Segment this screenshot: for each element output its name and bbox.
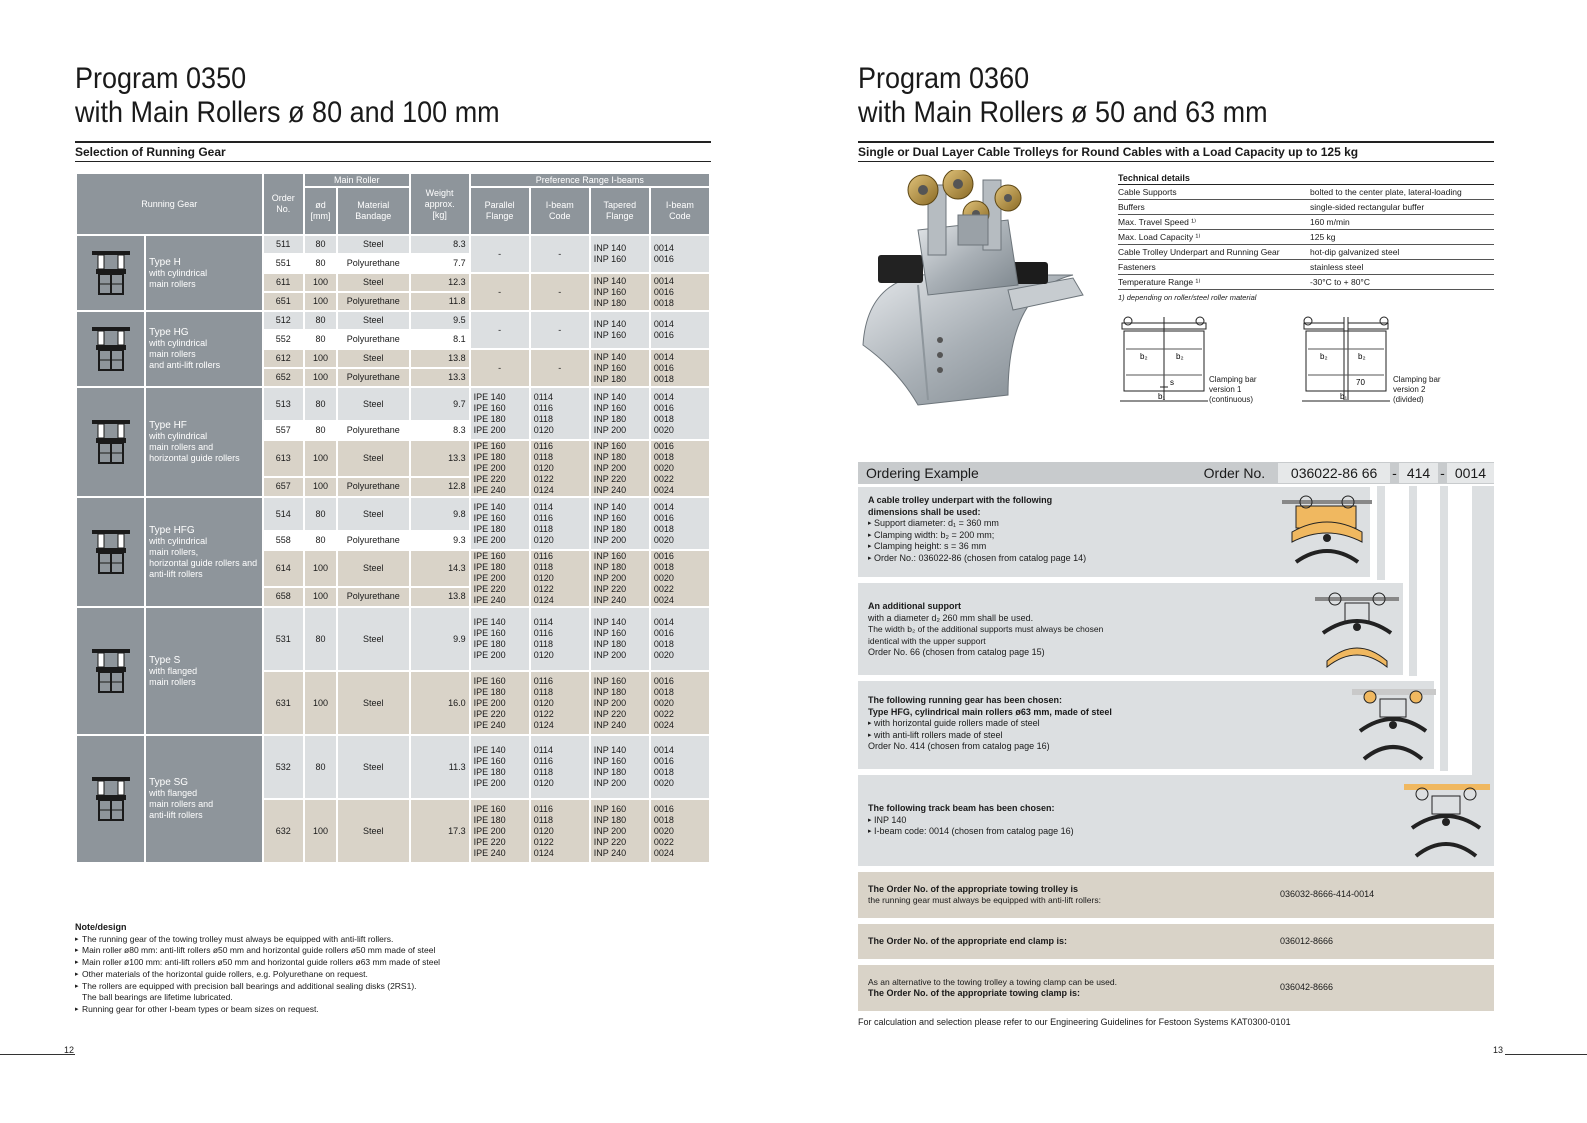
running-gear-type (146, 498, 261, 606)
tech-footnote: 1) depending on roller/steel roller material (1118, 293, 1257, 302)
th-parallel: Parallel Flange (471, 188, 529, 234)
result-towing-trolley (858, 872, 1494, 918)
table-row (77, 736, 709, 798)
cell-weight: 8.1 (411, 331, 469, 348)
cell-parallel-flange: - (471, 274, 529, 310)
cell-weight: 8.3 (411, 236, 469, 253)
cell-od: 100 (305, 274, 336, 291)
cell-order-no: 652 (264, 369, 303, 386)
running-gear-icon (77, 312, 144, 386)
cell-material: Steel (338, 608, 409, 670)
cell-tapered-flange: INP 140 INP 160 INP 180 INP 200 (591, 498, 649, 549)
running-gear-icon (77, 498, 144, 606)
cell-order-no: 511 (264, 236, 303, 253)
cell-ibeam-code-parallel: - (531, 312, 589, 348)
notes-section (75, 922, 715, 1016)
diagram2-b1: b₁ (1340, 392, 1348, 401)
type-name: Type HFG (149, 524, 195, 536)
tech-key: Fasteners (1118, 262, 1156, 272)
cell-material: Steel (338, 350, 409, 367)
cell-ibeam-code-tapered: 0014 0016 0018 0020 (651, 388, 709, 439)
result2-line1: The Order No. of the appropriate end clamp is: (868, 935, 1068, 946)
cell-material: Polyurethane (338, 588, 409, 606)
tech-row (1118, 245, 1494, 260)
tech-key: Cable Trolley Underpart and Running Gear (1118, 247, 1280, 257)
th-ibeam-code-1: I-beam Code (531, 188, 589, 234)
example-box-running-gear (858, 681, 1434, 769)
diagram2-b2-left: b₂ (1320, 352, 1328, 361)
box3-list (868, 718, 1424, 741)
th-material: Material Bandage (338, 188, 409, 234)
type-description: with flanged main rollers and anti-lift rollers (149, 788, 214, 820)
cell-ibeam-code-tapered: 0014 0016 0018 (651, 274, 709, 310)
cell-ibeam-code-parallel: 0116 0118 0120 0122 0124 (531, 800, 589, 862)
result-towing-clamp (858, 965, 1494, 1011)
cell-ibeam-code-parallel: - (531, 274, 589, 310)
note-item: ▸ The rollers are equipped with precision ball bearings and additional sealing disks (2RS1). The ball bearings are lifetime lubricated. (75, 981, 715, 1004)
result3-value: 036042-8666 (1280, 982, 1334, 993)
cell-weight: 9.3 (411, 532, 469, 549)
note-item: ▸ Main roller ø80 mm: anti-lift rollers ø50 mm and horizontal guide rollers ø50 mm made of steel (75, 945, 715, 957)
diagram2-label: Clamping bar version 2 (divided) (1393, 375, 1441, 404)
cell-ibeam-code-tapered: 0014 0016 0018 (651, 350, 709, 386)
box2-line1: An additional support (868, 601, 961, 611)
cell-ibeam-code-parallel: 0116 0118 0120 0122 0124 (531, 441, 589, 496)
tech-key: Max. Load Capacity ¹⁾ (1118, 231, 1201, 242)
cell-tapered-flange: INP 140 INP 160 INP 180 (591, 274, 649, 310)
cell-tapered-flange: INP 140 INP 160 (591, 236, 649, 272)
note-item: ▸ The running gear of the towing trolley must always be equipped with anti-lift rollers. (75, 934, 715, 946)
cell-od: 100 (305, 478, 336, 496)
list-item: ▸ Clamping height: s = 36 mm (868, 541, 1360, 553)
cell-ibeam-code-tapered: 0014 0016 (651, 312, 709, 348)
cell-order-no: 657 (264, 478, 303, 496)
diagram1-b2-left: b₂ (1140, 352, 1148, 361)
right-footer-line (1505, 1054, 1587, 1055)
tech-value: 125 kg (1310, 232, 1336, 242)
cell-od: 80 (305, 608, 336, 670)
cell-tapered-flange: INP 140 INP 160 INP 180 INP 200 (591, 608, 649, 670)
running-gear-icon (77, 736, 144, 862)
trolley-sketch-4 (1402, 780, 1492, 862)
cell-order-no: 612 (264, 350, 303, 367)
cell-od: 80 (305, 331, 336, 348)
tech-key: Buffers (1118, 202, 1145, 212)
ordering-example-header (858, 462, 1494, 484)
result1-line2: the running gear must always be equipped with anti-lift rollers: (868, 895, 1101, 905)
table-row (77, 388, 709, 420)
cell-ibeam-code-parallel: 0114 0116 0118 0120 (531, 498, 589, 549)
type-description: with cylindrical main rollers (149, 267, 208, 289)
connector-bar-2 (1409, 486, 1417, 676)
cell-od: 80 (305, 422, 336, 439)
type-name: Type HG (149, 327, 189, 338)
cell-material: Steel (338, 800, 409, 862)
cell-ibeam-code-tapered: 0014 0016 0018 0020 (651, 498, 709, 549)
tech-value: stainless steel (1310, 262, 1364, 272)
cable-trolley-photo (858, 170, 1108, 410)
note-item: ▸ Running gear for other I-beam types or beam sizes on request. (75, 1004, 715, 1016)
cell-material: Steel (338, 388, 409, 420)
tech-value: bolted to the center plate, lateral-loading (1310, 187, 1462, 197)
cell-ibeam-code-tapered: 0016 0018 0020 0022 0024 (651, 441, 709, 496)
list-item: ▸ Clamping width: b₂ = 200 mm; (868, 530, 1360, 542)
cell-order-no: 611 (264, 274, 303, 291)
right-section-title: Single or Dual Layer Cable Trolleys for Round Cables with a Load Capacity up to 125 kg (858, 145, 1494, 162)
tech-value: hot-dip galvanized steel (1310, 247, 1400, 257)
tech-row (1118, 200, 1494, 215)
order-no-label: Order No. (1203, 465, 1266, 481)
note-item: ▸ Other materials of the horizontal guide rollers, e.g. Polyurethane on request. (75, 969, 715, 981)
list-item: ▸ with anti-lift rollers made of steel (868, 730, 1424, 742)
order-code-part-2: 414 (1399, 463, 1438, 483)
cell-order-no: 658 (264, 588, 303, 606)
running-gear-type (146, 388, 261, 496)
connector-bar-3 (1440, 486, 1448, 771)
cell-tapered-flange: INP 140 INP 160 (591, 312, 649, 348)
cell-order-no: 613 (264, 441, 303, 476)
cell-weight: 11.8 (411, 293, 469, 310)
cell-parallel-flange: IPE 160 IPE 180 IPE 200 IPE 220 IPE 240 (471, 672, 529, 734)
cell-ibeam-code-parallel: 0114 0116 0118 0120 (531, 388, 589, 439)
tech-value: 160 m/min (1310, 217, 1350, 227)
cell-order-no: 551 (264, 255, 303, 272)
order-code-part-3: 0014 (1447, 463, 1494, 483)
cell-od: 80 (305, 388, 336, 420)
cell-tapered-flange: INP 140 INP 160 INP 180 (591, 350, 649, 386)
cell-weight: 17.3 (411, 800, 469, 862)
box3-line2: Type HFG, cylindrical main rollers ø63 mm, made of steel (868, 706, 1112, 717)
box3-line1: The following running gear has been chosen: (868, 695, 1063, 705)
type-description: with cylindrical main rollers, horizontal guide rollers and anti-lift rollers (149, 535, 258, 579)
diagram1-label: Clamping bar version 1 (continuous) (1209, 375, 1257, 404)
type-description: with cylindrical main rollers and horizontal guide rollers (149, 431, 240, 463)
cell-ibeam-code-tapered: 0016 0018 0020 0022 0024 (651, 551, 709, 606)
list-item: ▸ Order No.: 036022-86 (chosen from catalog page 14) (868, 553, 1360, 565)
left-section-title: Selection of Running Gear (75, 145, 711, 162)
left-page-number: 12 (64, 1045, 75, 1055)
list-item: ▸ Support diameter: d₁ = 360 mm (868, 518, 1360, 530)
th-pref-range: Preference Range I-beams (471, 174, 709, 186)
cell-ibeam-code-parallel: 0114 0116 0118 0120 (531, 736, 589, 798)
cell-ibeam-code-parallel: 0116 0118 0120 0122 0124 (531, 672, 589, 734)
box2-line2: with a diameter d₂ 260 mm shall be used. (868, 612, 1034, 623)
cell-weight: 13.3 (411, 369, 469, 386)
cell-tapered-flange: INP 160 INP 180 INP 200 INP 220 INP 240 (591, 441, 649, 496)
tech-key: Max. Travel Speed ¹⁾ (1118, 216, 1197, 227)
box1-intro: A cable trolley underpart with the following dimensions shall be used: (868, 495, 1053, 517)
cell-od: 100 (305, 672, 336, 734)
cell-tapered-flange: INP 140 INP 160 INP 180 INP 200 (591, 388, 649, 439)
list-item: ▸ I-beam code: 0014 (chosen from catalog page 16) (868, 826, 1484, 838)
left-page-title-line2: with Main Rollers ø 80 and 100 mm (75, 96, 500, 129)
list-item: ▸ with horizontal guide rollers made of steel (868, 718, 1424, 730)
box4-list (868, 815, 1484, 838)
box2-line3: The width b₂ of the additional supports must always be chosen identical with the upper support (868, 624, 1104, 646)
type-name: Type SG (149, 777, 189, 788)
cell-material: Steel (338, 312, 409, 329)
cell-weight: 9.7 (411, 388, 469, 420)
cell-weight: 8.3 (411, 422, 469, 439)
cell-weight: 9.9 (411, 608, 469, 670)
cell-material: Steel (338, 736, 409, 798)
cell-material: Steel (338, 441, 409, 476)
th-main-roller: Main Roller (305, 174, 409, 186)
tech-row (1118, 185, 1494, 200)
trolley-sketch-3 (1350, 685, 1438, 767)
cell-od: 80 (305, 255, 336, 272)
connector-bar-1 (1377, 486, 1385, 580)
cell-material: Steel (338, 498, 409, 530)
result2-value: 036012-8666 (1280, 935, 1334, 946)
right-page-title-line1: Program 0360 (858, 62, 1030, 95)
left-title-rule (75, 141, 711, 143)
cell-ibeam-code-tapered: 0016 0018 0020 0022 0024 (651, 672, 709, 734)
cell-weight: 11.3 (411, 736, 469, 798)
cell-weight: 9.5 (411, 312, 469, 329)
cell-parallel-flange: IPE 160 IPE 180 IPE 200 IPE 220 IPE 240 (471, 551, 529, 606)
cell-order-no: 512 (264, 312, 303, 329)
running-gear-table (75, 172, 711, 864)
order-code-part-1: 036022-86 66 (1278, 463, 1390, 483)
notes-heading: Note/design (75, 922, 127, 932)
diagram2-b2-right: b₂ (1358, 352, 1366, 361)
running-gear-icon (77, 388, 144, 496)
cell-material: Polyurethane (338, 369, 409, 386)
cell-ibeam-code-parallel: - (531, 350, 589, 386)
cell-ibeam-code-parallel: 0114 0116 0118 0120 (531, 608, 589, 670)
running-gear-icon (77, 608, 144, 734)
cell-material: Steel (338, 551, 409, 586)
th-order-no: Order No. (264, 174, 303, 234)
cell-weight: 7.7 (411, 255, 469, 272)
cell-material: Steel (338, 274, 409, 291)
cell-order-no: 513 (264, 388, 303, 420)
cell-order-no: 552 (264, 331, 303, 348)
box4-line1: The following track beam has been chosen: (868, 803, 1055, 813)
cell-od: 80 (305, 532, 336, 549)
cell-material: Steel (338, 236, 409, 253)
box2-line4: Order No. 66 (chosen from catalog page 15) (868, 647, 1045, 657)
tech-row (1118, 215, 1494, 230)
tech-row (1118, 260, 1494, 275)
trolley-sketch-2 (1313, 589, 1403, 671)
tech-key: Temperature Range ¹⁾ (1118, 276, 1201, 287)
result3-line1: As an alternative to the towing trolley a towing clamp can be used. (868, 976, 1118, 987)
tech-value: single-sided rectangular buffer (1310, 202, 1425, 212)
result1-line1: The Order No. of the appropriate towing trolley is (868, 883, 1079, 894)
cell-weight: 13.3 (411, 441, 469, 476)
cell-order-no: 558 (264, 532, 303, 549)
cell-parallel-flange: IPE 160 IPE 180 IPE 200 IPE 220 IPE 240 (471, 441, 529, 496)
cell-material: Polyurethane (338, 293, 409, 310)
cell-od: 100 (305, 293, 336, 310)
list-item: ▸ INP 140 (868, 815, 1484, 827)
cell-weight: 12.8 (411, 478, 469, 496)
cell-weight: 9.8 (411, 498, 469, 530)
table-row (77, 498, 709, 530)
cell-od: 80 (305, 312, 336, 329)
type-name: Type S (149, 654, 181, 666)
box3-line3: Order No. 414 (chosen from catalog page 16) (868, 741, 1050, 751)
cell-parallel-flange: IPE 140 IPE 160 IPE 180 IPE 200 (471, 736, 529, 798)
cell-parallel-flange: - (471, 236, 529, 272)
cell-ibeam-code-tapered: 0014 0016 (651, 236, 709, 272)
type-description: with cylindrical main rollers and anti-lift rollers (149, 338, 221, 370)
result1-value: 036032-8666-414-0014 (1280, 889, 1375, 900)
table-row (77, 608, 709, 670)
cell-tapered-flange: INP 160 INP 180 INP 200 INP 220 INP 240 (591, 551, 649, 606)
trolley-sketch-1 (1280, 492, 1375, 574)
cell-material: Polyurethane (338, 331, 409, 348)
cell-weight: 13.8 (411, 588, 469, 606)
tech-value: -30°C to + 80°C (1310, 277, 1370, 287)
cell-material: Polyurethane (338, 255, 409, 272)
cell-od: 100 (305, 800, 336, 862)
cell-ibeam-code-tapered: 0014 0016 0018 0020 (651, 608, 709, 670)
running-gear-type (146, 608, 261, 734)
cell-weight: 14.3 (411, 551, 469, 586)
running-gear-type (146, 312, 261, 386)
running-gear-icon (77, 236, 144, 310)
running-gear-type (146, 736, 261, 862)
ordering-example-title: Ordering Example (866, 465, 979, 481)
tech-heading: Technical details (1118, 172, 1494, 185)
cell-order-no: 531 (264, 608, 303, 670)
table-row (77, 312, 709, 329)
type-name: Type HF (149, 420, 187, 431)
cell-parallel-flange: IPE 160 IPE 180 IPE 200 IPE 220 IPE 240 (471, 800, 529, 862)
th-tapered: Tapered Flange (591, 188, 649, 234)
result-end-clamp (858, 924, 1494, 959)
cell-od: 100 (305, 369, 336, 386)
cell-ibeam-code-parallel: - (531, 236, 589, 272)
cell-order-no: 514 (264, 498, 303, 530)
th-weight: Weight approx. [kg] (411, 174, 469, 234)
cell-od: 100 (305, 350, 336, 367)
th-ibeam-code-2: I-beam Code (651, 188, 709, 234)
cell-material: Steel (338, 672, 409, 734)
cell-material: Polyurethane (338, 422, 409, 439)
order-code-dash-2: - (1440, 465, 1445, 481)
cell-ibeam-code-tapered: 0014 0016 0018 0020 (651, 736, 709, 798)
cell-weight: 13.8 (411, 350, 469, 367)
th-od: ød [mm] (305, 188, 336, 234)
technical-details (1118, 172, 1494, 302)
calculation-note: For calculation and selection please refer to our Engineering Guidelines for Festoon Systems KAT0300-0101 (858, 1017, 1291, 1027)
note-item: ▸ Main roller ø100 mm: anti-lift rollers ø50 mm and horizontal guide rollers ø63 mm made of steel (75, 957, 715, 969)
cell-od: 100 (305, 588, 336, 606)
cell-order-no: 614 (264, 551, 303, 586)
order-code-dash-1: - (1392, 465, 1397, 481)
left-page-title-line1: Program 0350 (75, 62, 247, 95)
cell-tapered-flange: INP 140 INP 160 INP 180 INP 200 (591, 736, 649, 798)
notes-list (75, 934, 715, 1016)
example-box-track-beam (858, 775, 1494, 866)
diagram2-gap: 70 (1356, 378, 1365, 387)
running-gear-type (146, 236, 261, 310)
cell-parallel-flange: IPE 140 IPE 160 IPE 180 IPE 200 (471, 608, 529, 670)
right-title-rule (858, 141, 1494, 143)
cell-parallel-flange: IPE 140 IPE 160 IPE 180 IPE 200 (471, 388, 529, 439)
type-description: with flanged main rollers (149, 665, 198, 687)
cell-od: 80 (305, 736, 336, 798)
cell-material: Polyurethane (338, 478, 409, 496)
cell-tapered-flange: INP 160 INP 180 INP 200 INP 220 INP 240 (591, 800, 649, 862)
cell-parallel-flange: - (471, 350, 529, 386)
cell-order-no: 557 (264, 422, 303, 439)
cell-weight: 12.3 (411, 274, 469, 291)
cell-ibeam-code-parallel: 0116 0118 0120 0122 0124 (531, 551, 589, 606)
type-name: Type H (149, 256, 181, 268)
cell-order-no: 631 (264, 672, 303, 734)
cell-order-no: 632 (264, 800, 303, 862)
cell-ibeam-code-tapered: 0016 0018 0020 0022 0024 (651, 800, 709, 862)
cell-od: 80 (305, 236, 336, 253)
right-page-title-line2: with Main Rollers ø 50 and 63 mm (858, 96, 1268, 129)
cell-od: 100 (305, 551, 336, 586)
diagram1-s: s (1170, 378, 1174, 387)
cell-order-no: 532 (264, 736, 303, 798)
cell-weight: 16.0 (411, 672, 469, 734)
right-page-number: 13 (1493, 1045, 1504, 1055)
cell-parallel-flange: IPE 140 IPE 160 IPE 180 IPE 200 (471, 498, 529, 549)
cell-order-no: 651 (264, 293, 303, 310)
diagram1-b1: b₁ (1158, 392, 1166, 401)
cell-material: Polyurethane (338, 532, 409, 549)
th-running-gear: Running Gear (77, 174, 262, 234)
tech-row (1118, 230, 1494, 245)
cell-od: 80 (305, 498, 336, 530)
cell-parallel-flange: - (471, 312, 529, 348)
cell-tapered-flange: INP 160 INP 180 INP 200 INP 220 INP 240 (591, 672, 649, 734)
tech-row (1118, 275, 1494, 290)
table-row (77, 236, 709, 253)
tech-key: Cable Supports (1118, 187, 1177, 197)
diagram1-b2-right: b₂ (1176, 352, 1184, 361)
cell-od: 100 (305, 441, 336, 476)
result3-line2: The Order No. of the appropriate towing clamp is: (868, 988, 1081, 998)
